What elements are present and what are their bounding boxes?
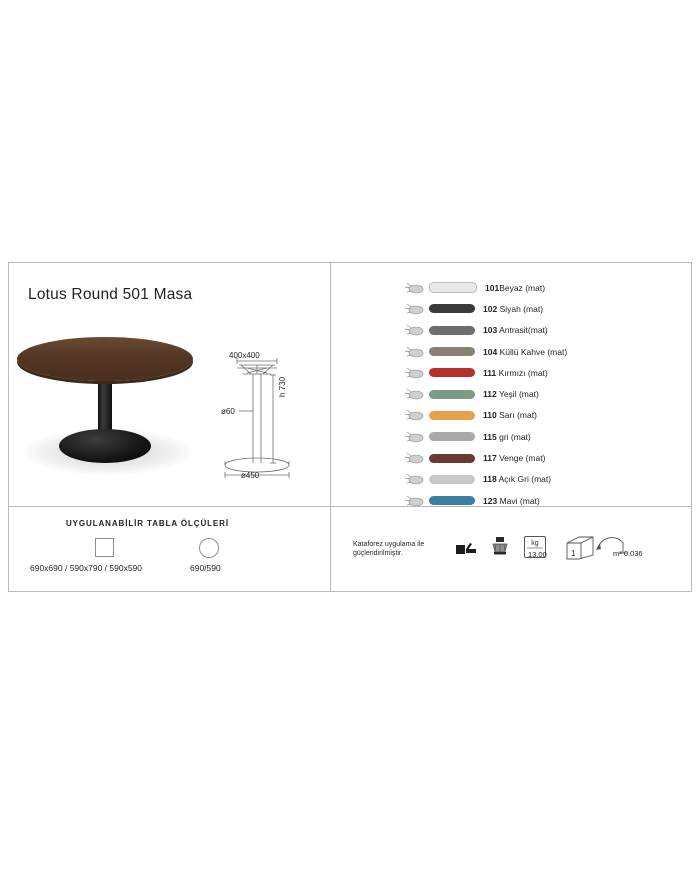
color-code: 112 (483, 389, 497, 400)
color-label (483, 410, 537, 420)
color-label (483, 325, 548, 335)
paint-spray-icon (403, 407, 425, 423)
color-code: 115 (483, 431, 497, 442)
title-product: Masa (153, 286, 193, 303)
color-code: 104 (483, 346, 498, 357)
color-swatch (429, 411, 475, 420)
color-swatch (429, 282, 477, 293)
color-row[interactable] (403, 405, 683, 426)
applicable-tabletop-sizes (9, 507, 331, 592)
color-list (403, 277, 683, 511)
color-name: Sarı (499, 410, 515, 421)
color-row[interactable] (403, 341, 683, 362)
title-brand: Lotus Round 501 (28, 286, 150, 303)
color-swatch (429, 432, 475, 441)
paint-spray-icon (403, 280, 425, 296)
color-label (483, 304, 543, 314)
color-row[interactable] (403, 469, 683, 490)
color-label (483, 368, 548, 378)
paint-spray-icon (403, 450, 425, 466)
dimension-base-diameter: ø450 (241, 471, 260, 480)
color-label (483, 432, 531, 442)
color-finish: (mat) (527, 367, 548, 378)
welding-icon (455, 540, 477, 560)
specifications-pane (331, 507, 691, 592)
color-finish: (mat) (531, 474, 552, 485)
dimension-top-plate: 400x400 (229, 351, 260, 360)
weight-value: 13.00 (528, 550, 547, 559)
paint-spray-icon (403, 429, 425, 445)
round-sizes-label: 690/590 (190, 563, 221, 573)
color-code: 110 (483, 410, 497, 421)
rect-sizes-label: 690x690 / 590x790 / 590x590 (30, 563, 143, 573)
paint-spray-icon (403, 471, 425, 487)
product-illustration-pane (9, 263, 331, 506)
package-count: 1 (571, 549, 576, 558)
color-row[interactable] (403, 447, 683, 468)
color-swatch (429, 475, 475, 484)
paint-spray-icon (403, 386, 425, 402)
round-tabletop-icon (199, 538, 219, 558)
paint-spray-icon (403, 322, 425, 338)
square-tabletop-icon (95, 538, 114, 557)
color-swatch (429, 454, 475, 463)
color-label (483, 347, 567, 357)
color-row[interactable] (403, 298, 683, 319)
table-base (59, 429, 151, 463)
volume-value: m³ 0.036 (613, 549, 643, 558)
color-finish: (mat) (525, 282, 546, 293)
color-code: 117 (483, 453, 497, 464)
color-row[interactable] (403, 426, 683, 447)
page-title (28, 286, 192, 304)
color-row[interactable] (403, 320, 683, 341)
color-label (483, 453, 545, 463)
color-name: Kırmızı (498, 367, 526, 378)
color-swatch (429, 390, 475, 399)
color-swatch (429, 496, 475, 505)
technical-drawing (207, 351, 327, 491)
tabletop-surface (17, 337, 193, 381)
color-label (485, 283, 545, 293)
color-name: Açık Gri (498, 474, 529, 485)
sheet-top-row (9, 263, 691, 507)
color-name: Küllü Kahve (499, 346, 545, 357)
color-finish: (mat) (510, 431, 531, 442)
color-code: 118 (483, 474, 497, 485)
color-name: Beyaz (499, 282, 523, 293)
applicable-heading: UYGULANABİLİR TABLA ÖLÇÜLERİ (66, 519, 229, 528)
color-swatch (429, 347, 475, 356)
color-finish: (mat) (527, 325, 548, 336)
color-swatch (429, 326, 475, 335)
color-swatch (429, 304, 475, 313)
color-name: Venge (499, 453, 524, 464)
color-name: Yeşil (498, 389, 517, 400)
sheet-bottom-row (9, 507, 691, 592)
dimension-column-diameter: ø60 (221, 407, 235, 416)
color-code: 103 (483, 325, 498, 336)
adjustable-foot-icon (489, 535, 511, 561)
color-row[interactable] (403, 277, 683, 298)
color-options-pane (331, 263, 691, 506)
color-label (483, 389, 539, 399)
color-swatch (429, 368, 475, 377)
color-row[interactable] (403, 383, 683, 404)
color-label (483, 474, 551, 484)
color-finish: (mat) (523, 303, 544, 314)
paint-spray-icon (403, 365, 425, 381)
color-name: gri (499, 431, 509, 442)
color-finish: (mat) (525, 453, 546, 464)
color-finish: (mat) (517, 410, 537, 421)
paint-spray-icon (403, 301, 425, 317)
color-code: 111 (483, 367, 497, 378)
table-perspective-illustration (17, 325, 207, 485)
svg-text:kg: kg (531, 540, 539, 547)
color-finish: (mat) (547, 346, 568, 357)
color-name: Siyah (499, 303, 521, 314)
product-sheet (8, 262, 692, 592)
color-code: 123 (483, 495, 498, 506)
technical-drawing-svg (207, 351, 327, 491)
color-name: Antrasit (499, 325, 528, 336)
color-finish: (mat) (518, 389, 539, 400)
color-code: 102 (483, 303, 498, 314)
color-code: 101 (485, 282, 500, 293)
color-row[interactable] (403, 362, 683, 383)
kataforez-note: Kataforez uygulama ile güçlendirilmiştir. (353, 541, 425, 558)
color-name: Mavi (499, 495, 518, 506)
paint-spray-icon (403, 344, 425, 360)
dimension-height: h 730 (278, 376, 287, 397)
color-finish: (mat) (519, 495, 540, 506)
color-label (483, 496, 540, 506)
